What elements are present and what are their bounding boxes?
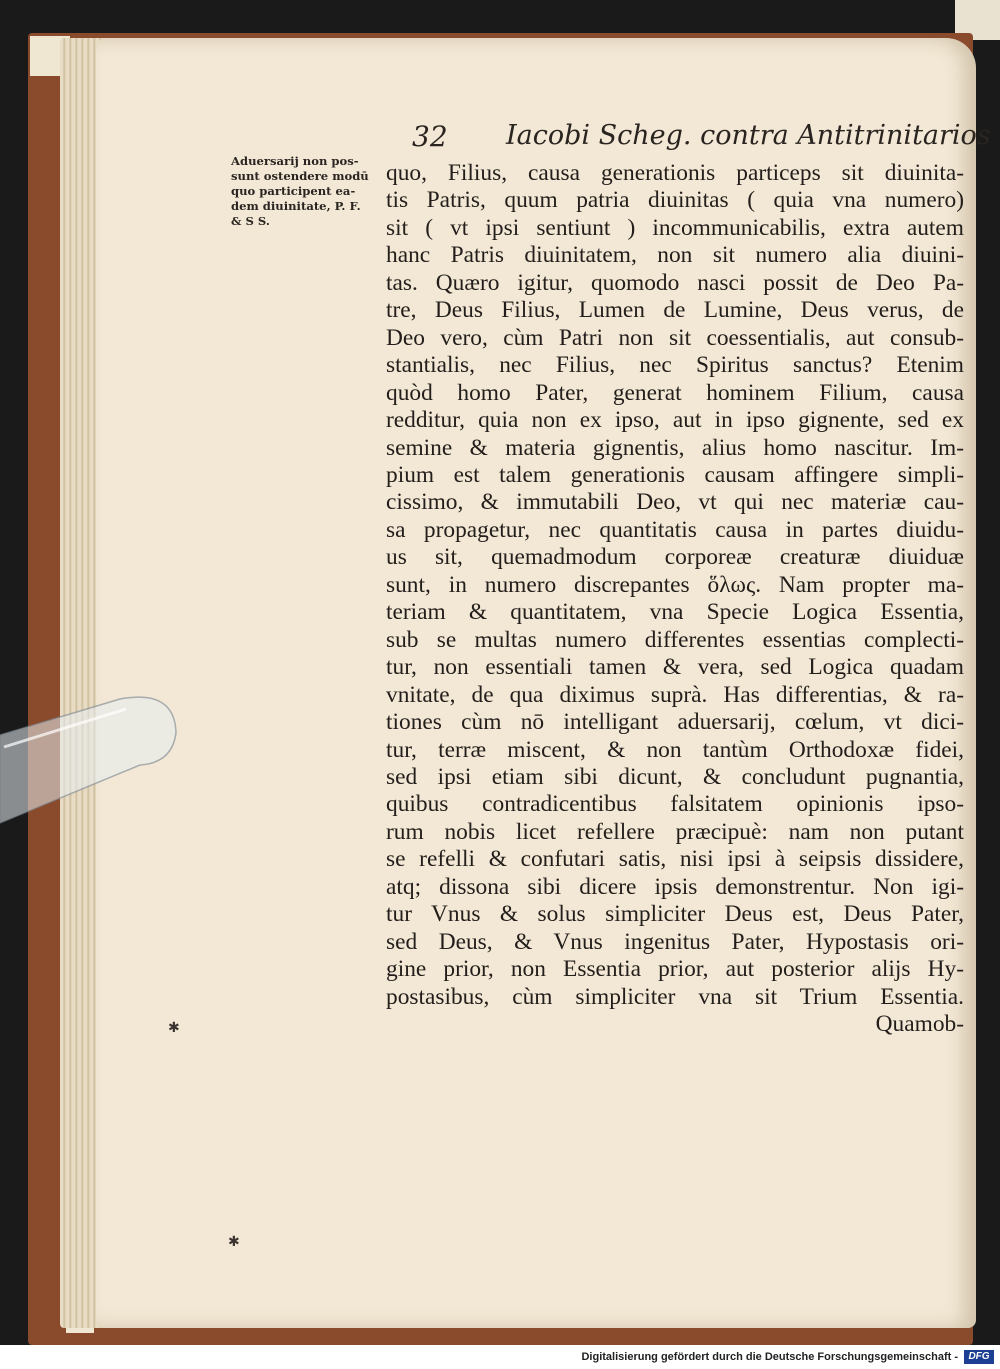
text-line: tre, Deus Filius, Lumen de Lumine, Deus verus, de bbox=[386, 297, 964, 324]
ink-speck-icon: ✱ bbox=[228, 1234, 240, 1250]
text-line: tur, non essentiali tamen & vera, sed Logica quadam bbox=[386, 654, 964, 681]
running-head: Iacobi Scheg. contra Antitrinitarios bbox=[506, 120, 991, 151]
text-line: sa propagetur, nec quantitatis causa in partes diuidu- bbox=[386, 516, 964, 543]
text-line: cissimo, & immutabili Deo, vt qui nec materiæ cau- bbox=[386, 489, 964, 516]
plastic-bookmark bbox=[0, 695, 178, 825]
text-line: vnitate, de qua diximus suprà. Has differentias, & ra- bbox=[386, 681, 964, 708]
footer-credit: Digitalisierung gefördert durch die Deutsche Forschungsgemeinschaft - bbox=[581, 1351, 958, 1363]
text-line: postasibus, cùm simpliciter vna sit Trium Essentia. bbox=[386, 983, 964, 1010]
text-line: sunt, in numero discrepantes ὅλως. Nam propter ma- bbox=[386, 571, 964, 598]
text-line: hanc Patris diuinitatem, non sit numero alia diuini- bbox=[386, 242, 964, 269]
text-line: stantialis, nec Filius, nec Spiritus sanctus? Etenim bbox=[386, 352, 964, 379]
dfg-logo-icon: DFG bbox=[964, 1350, 994, 1364]
page-header bbox=[412, 120, 991, 156]
page-number: 32 bbox=[412, 120, 448, 153]
text-line: tiones cùm nō intelligant aduersarij, cœlum, vt dici- bbox=[386, 709, 964, 736]
text-line: se refelli & confutari satis, nisi ipsi à seipsis dissidere, bbox=[386, 846, 964, 873]
text-line: sit ( vt ipsi sentiunt ) incommunicabilis, extra autem bbox=[386, 214, 964, 241]
margin-note-line: dem diuinitate, P. F. bbox=[231, 199, 361, 213]
catchword: Quamob- bbox=[875, 1011, 964, 1038]
text-line: Deo vero, cùm Patri non sit coessentialis, aut consub- bbox=[386, 324, 964, 351]
margin-note-line: quo participent ea- bbox=[231, 184, 356, 198]
margin-note-line: & S S. bbox=[231, 214, 270, 228]
text-line: tis Patris, quum patria diuinitas ( quia vna numero) bbox=[386, 187, 964, 214]
text-line: teriam & quantitatem, vna Specie Logica Essentia, bbox=[386, 599, 964, 626]
margin-note-line: Aduersarij non pos- bbox=[231, 154, 359, 168]
text-line: sub se multas numero differentes essentias complecti- bbox=[386, 626, 964, 653]
text-line: quibus contradicentibus falsitatem opinionis ipso- bbox=[386, 791, 964, 818]
text-line: us sit, quemadmodum corporeæ creaturæ diuiduæ bbox=[386, 544, 964, 571]
text-line: tur Vnus & solus simpliciter Deus est, Deus Pater, bbox=[386, 901, 964, 928]
ink-speck-icon: ✱ bbox=[168, 1020, 180, 1036]
text-line: pium est talem generationis causam affingere simpli- bbox=[386, 461, 964, 488]
text-line: tur, terræ miscent, & non tantùm Orthodoxæ fidei, bbox=[386, 736, 964, 763]
text-line: sed Deus, & Vnus ingenitus Pater, Hypostasis ori- bbox=[386, 928, 964, 955]
text-line: redditur, quia non ex ipso, aut in ipso gignente, sed ex bbox=[386, 407, 964, 434]
margin-note bbox=[231, 154, 381, 229]
body-text bbox=[386, 160, 964, 1039]
text-line: sed ipsi etiam sibi dicunt, & concludunt pugnantia, bbox=[386, 763, 964, 790]
text-line: rum nobis licet refellere præcipuè: nam non putant bbox=[386, 818, 964, 845]
margin-note-line: sunt ostendere modū bbox=[231, 169, 369, 183]
text-line: semine & materia gignentis, alius homo nascitur. Im- bbox=[386, 434, 964, 461]
text-line: gine prior, non Essentia prior, aut posterior alijs Hy- bbox=[386, 956, 964, 983]
text-line: quo, Filius, causa generationis particeps sit diuinita- bbox=[386, 160, 964, 186]
text-line: quòd homo Pater, generat hominem Filium, causa bbox=[386, 379, 964, 406]
text-line: tas. Quæro igitur, quomodo nasci possit de Deo Pa- bbox=[386, 269, 964, 296]
text-line: atq; dissona sibi dicere ipsis demonstrentur. Non igi- bbox=[386, 873, 964, 900]
